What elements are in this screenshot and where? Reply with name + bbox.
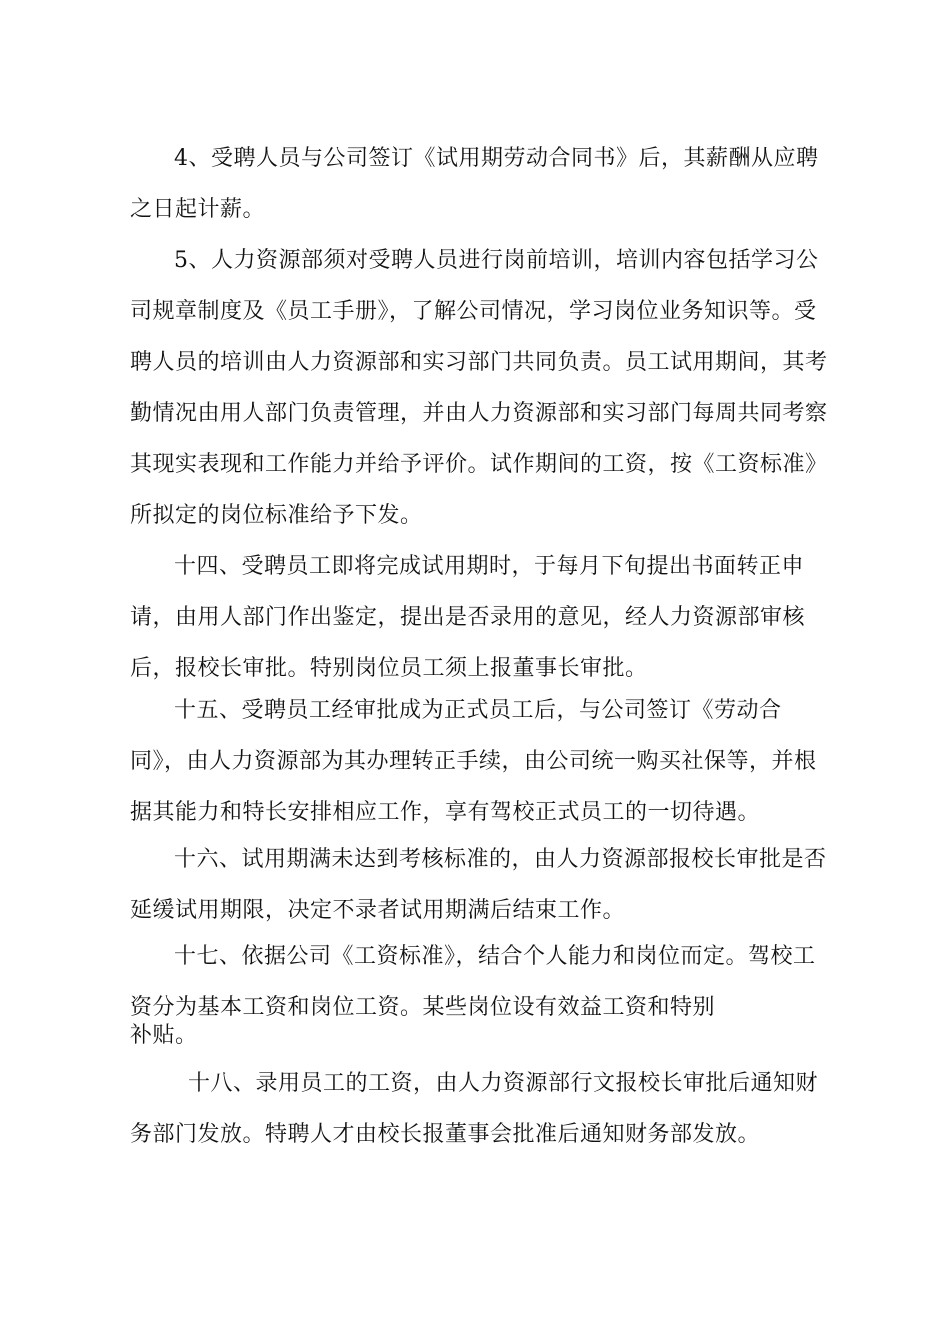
text-line: 所拟定的岗位标准给予下发。 (130, 503, 423, 528)
text-line: 十五、受聘员工经审批成为正式员工后，与公司签订《劳动合 (174, 698, 782, 723)
text-line: 十八、录用员工的工资，由人力资源部行文报校长审批后通知财 (188, 1071, 819, 1096)
text-line: 资分为基本工资和岗位工资。某些岗位设有效益工资和特别 (130, 995, 716, 1020)
paragraph-article-17 (130, 931, 830, 1066)
text-line: 之日起计薪。 (130, 197, 266, 222)
text-line: 补贴。 (130, 1023, 198, 1048)
text-line: 十七、依据公司《工资标准》，结合个人能力和岗位而定。驾校工 (174, 944, 816, 969)
text-line: 务部门发放。特聘人才由校长报董事会批准后通知财务部发放。 (130, 1122, 761, 1147)
text-line: 后，报校长审批。特别岗位员工须上报董事长审批。 (130, 656, 648, 681)
text-line: 司规章制度及《员工手册》，了解公司情况，学习岗位业务知识等。受 (130, 299, 817, 324)
text-line: 其现实表现和工作能力并给予评价。试作期间的工资，按《工资标准》 (130, 452, 828, 477)
paragraph-item-4 (130, 133, 830, 235)
paragraph-item-5 (130, 235, 830, 541)
text-line: 十四、受聘员工即将完成试用期时，于每月下旬提出书面转正申 (174, 554, 805, 579)
text-line: 同》，由人力资源部为其办理转正手续，由公司统一购买社保等，并根 (130, 749, 817, 774)
paragraph-article-18 (130, 1058, 830, 1160)
text-line: 勤情况由用人部门负责管理，并由人力资源部和实习部门每周共同考察 (130, 401, 828, 426)
text-line: 4、受聘人员与公司签订《试用期劳动合同书》后，其薪酬从应聘 (174, 146, 819, 171)
text-line: 聘人员的培训由人力资源部和实习部门共同负责。员工试用期间，其考 (130, 350, 828, 375)
paragraph-article-14 (130, 541, 830, 694)
text-line: 延缓试用期限，决定不录者试用期满后结束工作。 (130, 898, 626, 923)
text-line: 据其能力和特长安排相应工作，享有驾校正式员工的一切待遇。 (130, 800, 761, 825)
text-line: 请，由用人部门作出鉴定，提出是否录用的意见，经人力资源部审核 (130, 605, 806, 630)
text-line: 十六、试用期满未达到考核标准的，由人力资源部报校长审批是否 (174, 847, 827, 872)
paragraph-article-15 (130, 685, 830, 838)
text-line: 5、人力资源部须对受聘人员进行岗前培训，培训内容包括学习公 (174, 248, 819, 273)
paragraph-article-16 (130, 834, 830, 936)
